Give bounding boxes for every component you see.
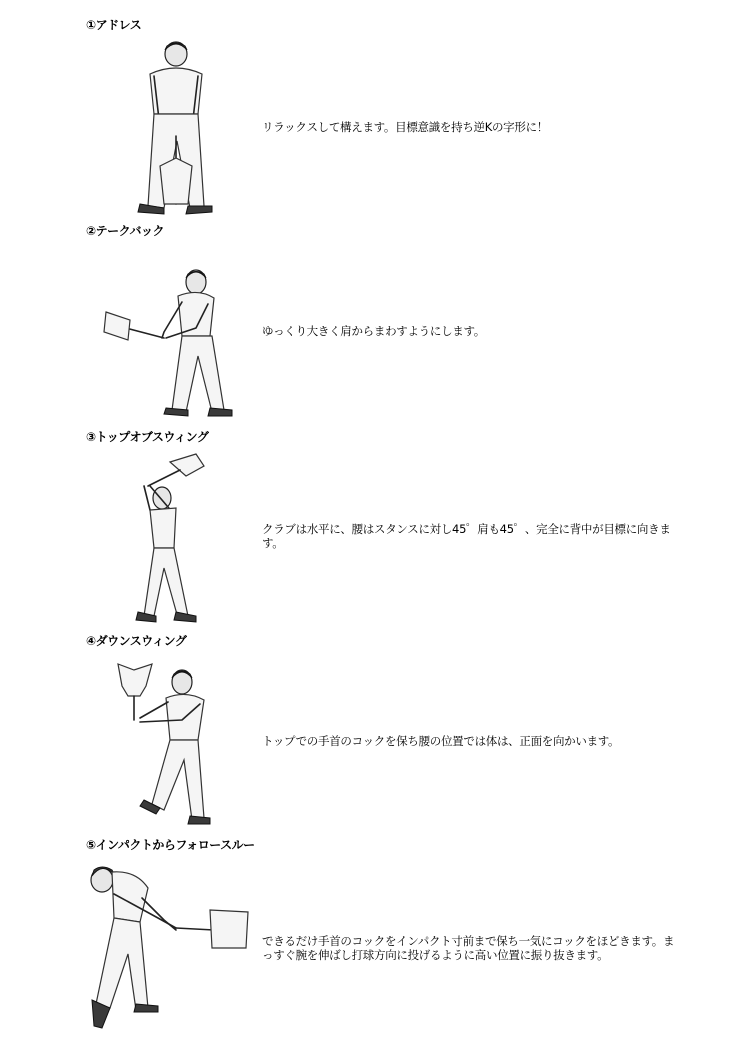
step-title: ④ダウンスウィング [86,634,187,648]
step-description: クラブは水平に、腰はスタンスに対し45゜肩も45゜、完全に背中が目標に向きます。 [262,522,671,550]
step-description: できるだけ手首のコックをインパクト寸前まで保ち一気にコックをほどきます。まっすぐ腕を伸ばし打球方向に投げるように高い位置に振り抜きます。 [262,934,675,962]
golfer-takeback-illustration [100,266,240,418]
step-description: ゆっくり大きく肩からまわすようにします。 [262,324,485,338]
step-description: トップでの手首のコックを保ち腰の位置では体は、正面を向かいます。 [262,734,620,748]
golfer-top-of-swing-illustration [130,452,210,624]
step-title: ①アドレス [86,18,142,32]
step-title: ③トップオブスウィング [86,430,209,444]
step-description: リラックスして構えます。目標意識を持ち逆Kの字形に！ [262,120,548,134]
step-title: ②テークバック [86,224,164,238]
step-title: ⑤インパクトからフォロースルー [86,838,255,852]
golfer-downswing-illustration [112,660,222,828]
golfer-address-illustration [130,36,220,218]
golfer-impact-illustration [84,858,254,1034]
